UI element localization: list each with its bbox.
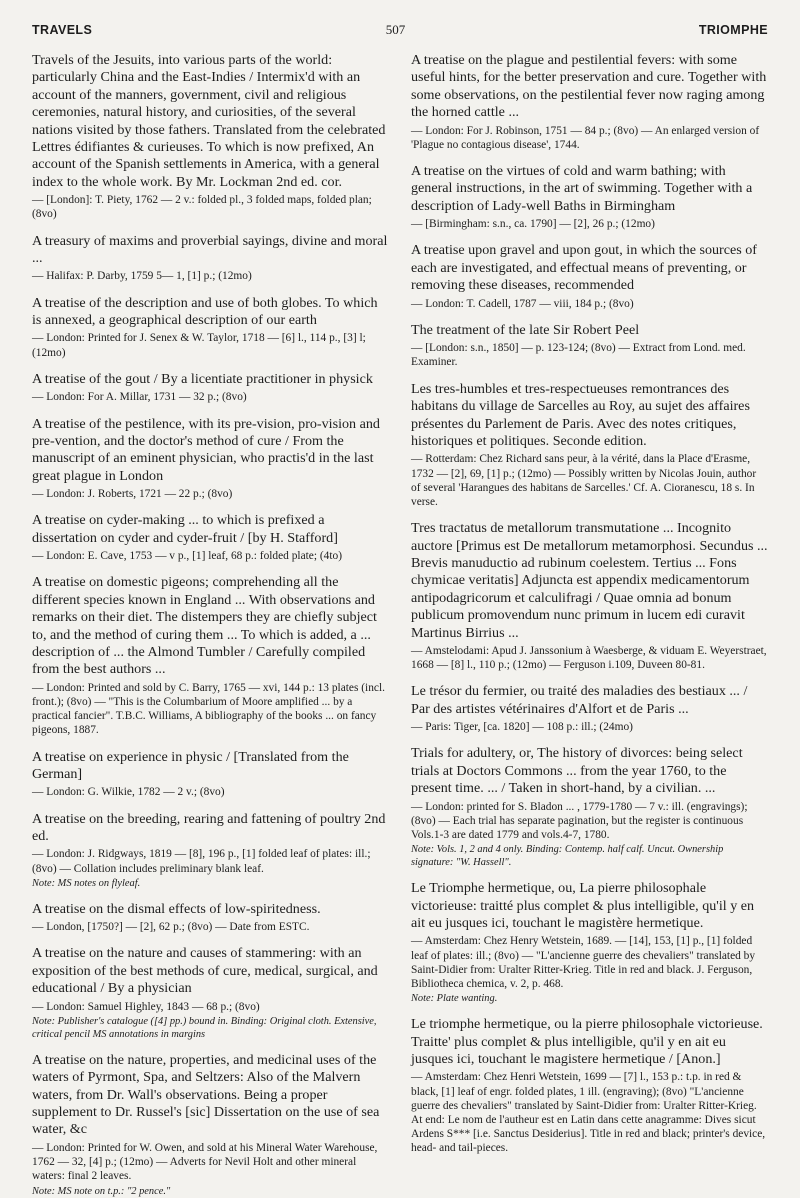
catalogue-entry	[32, 52, 389, 222]
catalogue-entry	[32, 371, 389, 405]
entry-title: A treatise of the description and use of both globes. To which is annexed, a geographical description of our earth	[32, 294, 378, 329]
entry-imprint: — London: J. Roberts, 1721 — 22 p.; (8vo)	[32, 488, 233, 501]
entry-note: Note: MS notes on flyleaf.	[32, 877, 141, 889]
catalogue-entry	[411, 683, 768, 734]
entry-title: A treatise on the nature and causes of stammering: with an exposition of the best methods of cure, medical, surgical, and educational / By a physician	[32, 945, 378, 997]
entry-title: A treatise on the virtues of cold and warm bathing; with general instructions, in the art of swimming. Together with a description of Lady-well Baths in Birmingham	[411, 163, 753, 214]
entry-title: A treatise on the plague and pestilential fevers: with some useful hints, for the better preservation and cure. Together with some observations, on the pestilential fever now raging among the horned cattle ...	[411, 52, 767, 121]
entry-imprint: — London: Printed and sold by C. Barry, 1765 — xvi, 144 p.: 13 plates (incl. front.); (8vo) — "This is the Columbarium of Moore amplified ... by a practical fancier". T.B.C. Williams, A bibliography of the books ... on fancy pigeons, 1887.	[32, 681, 385, 737]
entry-title: Le Triomphe hermetique, ou, La pierre philosophale victorieuse: traitté plus complet & plus intelligible, qu'il y en ait eu jusques ici, touchant le magistère hermetique.	[411, 880, 755, 932]
entry-note: Note: Plate wanting.	[411, 993, 498, 1005]
running-head	[32, 22, 768, 42]
entry-title: A treatise of the pestilence, with its pre-vision, pro-vision and pre-vention, and the doctor's method of cure / From the manuscript of an eminent physician, who practis'd in the last great plague in London	[32, 415, 380, 484]
entry-title: Les tres-humbles et tres-respectueuses remontrances des habitans du village de Sarcelles au Roy, au sujet des affaires présentes du Parlement de Paris. Avec des notes critiques, historiques et politiques. Seconde edition.	[411, 380, 750, 449]
catalogue-entry	[411, 1016, 768, 1155]
catalogue-entry	[32, 295, 389, 360]
right-column	[411, 52, 768, 1155]
running-head-left: TRAVELS	[32, 23, 93, 37]
entry-title: A treatise on the breeding, rearing and fattening of poultry 2nd ed.	[32, 810, 386, 845]
entry-title: A treatise on the dismal effects of low-spiritedness.	[32, 900, 321, 917]
catalogue-entry	[32, 749, 389, 800]
entry-imprint: — London: E. Cave, 1753 — v p., [1] leaf, 68 p.: folded plate; (4to)	[32, 550, 343, 563]
catalogue-entry	[411, 520, 768, 672]
entry-title: Trials for adultery, or, The history of divorces: being select trials at Doctors Commons ... from the year 1760, to the present time. ... / Taken in short-hand, by a civilian. ...	[411, 745, 743, 797]
entry-imprint: — London: For A. Millar, 1731 — 32 p.; (8vo)	[32, 391, 247, 404]
catalogue-entry	[411, 322, 768, 370]
catalogue-entry	[32, 945, 389, 1040]
entry-imprint: — London: J. Ridgways, 1819 — [8], 196 p., [1] folded leaf of plates: ill.; (8vo) — Collation includes preliminary blank leaf.	[32, 848, 371, 875]
catalogue-entry	[411, 163, 768, 231]
entry-imprint: — Rotterdam: Chez Richard sans peur, à la vérité, dans la Place d'Erasme, 1732 — [2], 69, [1] p.; (12mo) — Possibly written by Nicolas Jouin, author of several 'Harangues des habitans de Sarcelles.' Cf. A. Cioranescu, 18 s. In verse.	[411, 453, 757, 508]
entry-title: Le triomphe hermetique, ou la pierre philosophale victorieuse. Traitte' plus complet & plus intelligible, qu'il y en ait eu jusques ici, touchant le magistere hermetique / [Anon.]	[411, 1016, 763, 1068]
catalogue-entry	[32, 574, 389, 737]
entry-imprint: — Amsterdam: Chez Henri Wetstein, 1699 — [7] l., 153 p.: t.p. in red & black, [1] leaf of engr. folded plates, 1 ill. (engraving); (8vo) "L'ancienne guerre des chevaliers" translated by Saint-Didier from: Uralter Ritter-Krieg. At end: Le nom de l'autheur est en Latin dans cette anagramme: Dives sicut Ardens S*** [i.e. Sanctus Desiderius]. Title in red and black; printer's device, head- and tail-pieces.	[411, 1071, 766, 1155]
catalogue-entry	[32, 416, 389, 502]
catalogue-entry	[32, 233, 389, 284]
entry-imprint: — [London]: T. Piety, 1762 — 2 v.: folded pl., 3 folded maps, folded plan; (8vo)	[32, 194, 372, 221]
catalogue-entry	[411, 745, 768, 869]
entry-imprint: — Amsterdam: Chez Henry Wetstein, 1689. — [14], 153, [1] p., [1] folded leaf of plates: ill.; (8vo) — "L'ancienne guerre des chevaliers" translated by Saint-Didier from: Uralter Ritter-Krieg. Title in red and black. J. Ferguson, Bibliotheca chemica, v. 2, p. 468.	[411, 935, 756, 991]
entry-title: A treatise upon gravel and upon gout, in which the sources of each are investigated, and effectual means of preventing, or removing these diseases, recommended	[411, 242, 757, 294]
catalogue-entry	[411, 52, 768, 152]
entry-note: Note: Publisher's catalogue ([4] pp.) bound in. Binding: Original cloth. Extensive, critical pencil MS annotations in margins	[32, 1015, 377, 1040]
entry-title: Tres tractatus de metallorum transmutatione ... Incognito auctore [Primus est De metallorum metamorphosi. Secundus ... Brevis manuductio ad rubinum coelestem. Tertius ... Fons chymicae veritatis] Adjuncta est appendix medicamentorum antipodagricorum et calculifragi / Quae omnia ad bonum publicum promovendum nunc primum in lucem edi curavit Martinus Birrius ...	[411, 520, 768, 641]
catalogue-entry	[411, 880, 768, 1005]
entry-title: A treatise on the nature, properties, and medicinal uses of the waters of Pyrmont, Spa, and Seltzers: Also of the Malvern waters, from Dr. Wall's observations. Being a proper supplement to Dr. Russel's [sic] Dissertation on the use of sea water, &c	[32, 1051, 380, 1138]
entry-imprint: — London, [1750?] — [2], 62 p.; (8vo) — Date from ESTC.	[32, 921, 310, 934]
entry-imprint: — London: printed for S. Bladon ... , 1779-1780 — 7 v.: ill. (engravings); (8vo) — Each trial has separate pagination, but the register is continuous Vols.1-3 are dated 1779 and vols.4-7, 1780.	[411, 800, 748, 842]
entry-title: Le trésor du fermier, ou traité des maladies des bestiaux ... / Par des artistes vétérinaires d'Alfort et de Paris ...	[411, 683, 748, 717]
entry-imprint: — London: T. Cadell, 1787 — viii, 184 p.; (8vo)	[411, 297, 634, 310]
entry-title: A treatise on domestic pigeons; comprehending all the different species known in England ... With observations and remarks on their diet. The distempers they are chiefly subject to, and the method of curing them ... To which is added, a ... description of ... the Almond Tumbler / Carefully compiled from the best authors ...	[32, 574, 377, 678]
catalogue-entry	[32, 1052, 389, 1198]
entry-title: A treatise on experience in physic / [Translated from the German]	[32, 748, 349, 782]
entry-title: A treatise of the gout / By a licentiate practitioner in physick	[32, 370, 373, 387]
entry-title: A treatise on cyder-making ... to which is prefixed a dissertation on cyder and cyder-fruit / [by H. Stafford]	[32, 512, 338, 546]
catalogue-entry	[411, 242, 768, 310]
running-head-right: TRIOMPHE	[698, 23, 768, 37]
entry-imprint: — London: Printed for W. Owen, and sold at his Mineral Water Warehouse, 1762 — 32, [4] p.; (12mo) — Adverts for Nevil Holt and other mineral waters: final 2 leaves.	[32, 1141, 378, 1183]
left-column	[32, 52, 389, 1197]
entry-note: Note: MS note on t.p.: "2 pence."	[32, 1185, 171, 1197]
entry-note: Note: Vols. 1, 2 and 4 only. Binding: Contemp. half calf. Uncut. Ownership signature: "W. Hassell".	[411, 844, 724, 869]
entry-imprint: — London: Printed for J. Senex & W. Taylor, 1718 — [6] l., 114 p., [3] l; (12mo)	[32, 332, 366, 359]
entry-title: The treatment of the late Sir Robert Peel	[411, 321, 640, 338]
entry-imprint: — London: G. Wilkie, 1782 — 2 v.; (8vo)	[32, 786, 225, 799]
entry-imprint: — Paris: Tiger, [ca. 1820] — 108 p.: ill.; (24mo)	[411, 721, 633, 734]
page-number: 507	[385, 22, 406, 37]
catalogue-entry	[32, 901, 389, 935]
catalogue-entry	[411, 381, 768, 509]
entry-imprint: — [London: s.n., 1850] — p. 123-124; (8vo) — Extract from Lond. med. Examiner.	[411, 342, 746, 369]
entry-imprint: — Halifax: P. Darby, 1759 5— 1, [1] p.; (12mo)	[32, 270, 252, 283]
entry-imprint: — London: For J. Robinson, 1751 — 84 p.; (8vo) — An enlarged version of 'Plague no contagious disease', 1744.	[411, 124, 760, 151]
entry-title: Travels of the Jesuits, into various parts of the world: particularly China and the East-Indies / Intermix'd with an account of the manners, government, civil and religious ceremonies, natural history, and curiosities, of the several nations visited by those fathers. Translated from the celebrated Lettres édifiantes & curieuses. To which is now prefixed, An account of the Spanish settlements in America, with a general index to the whole work. By Mr. Lockman 2nd ed. cor.	[32, 52, 386, 190]
catalogue-entry	[32, 811, 389, 890]
entry-imprint: — London: Samuel Highley, 1843 — 68 p.; (8vo)	[32, 1000, 260, 1013]
entry-imprint: — [Birmingham: s.n., ca. 1790] — [2], 26 p.; (12mo)	[411, 218, 655, 231]
entry-imprint: — Amstelodami: Apud J. Janssonium à Waesberge, & viduam E. Weyerstraet, 1668 — [8] l., 110 p.; (12mo) — Ferguson i.109, Duveen 80-81.	[411, 644, 767, 672]
catalogue-entry	[32, 512, 389, 563]
entry-title: A treasury of maxims and proverbial sayings, divine and moral ...	[32, 232, 388, 267]
catalogue-body	[32, 52, 768, 1197]
